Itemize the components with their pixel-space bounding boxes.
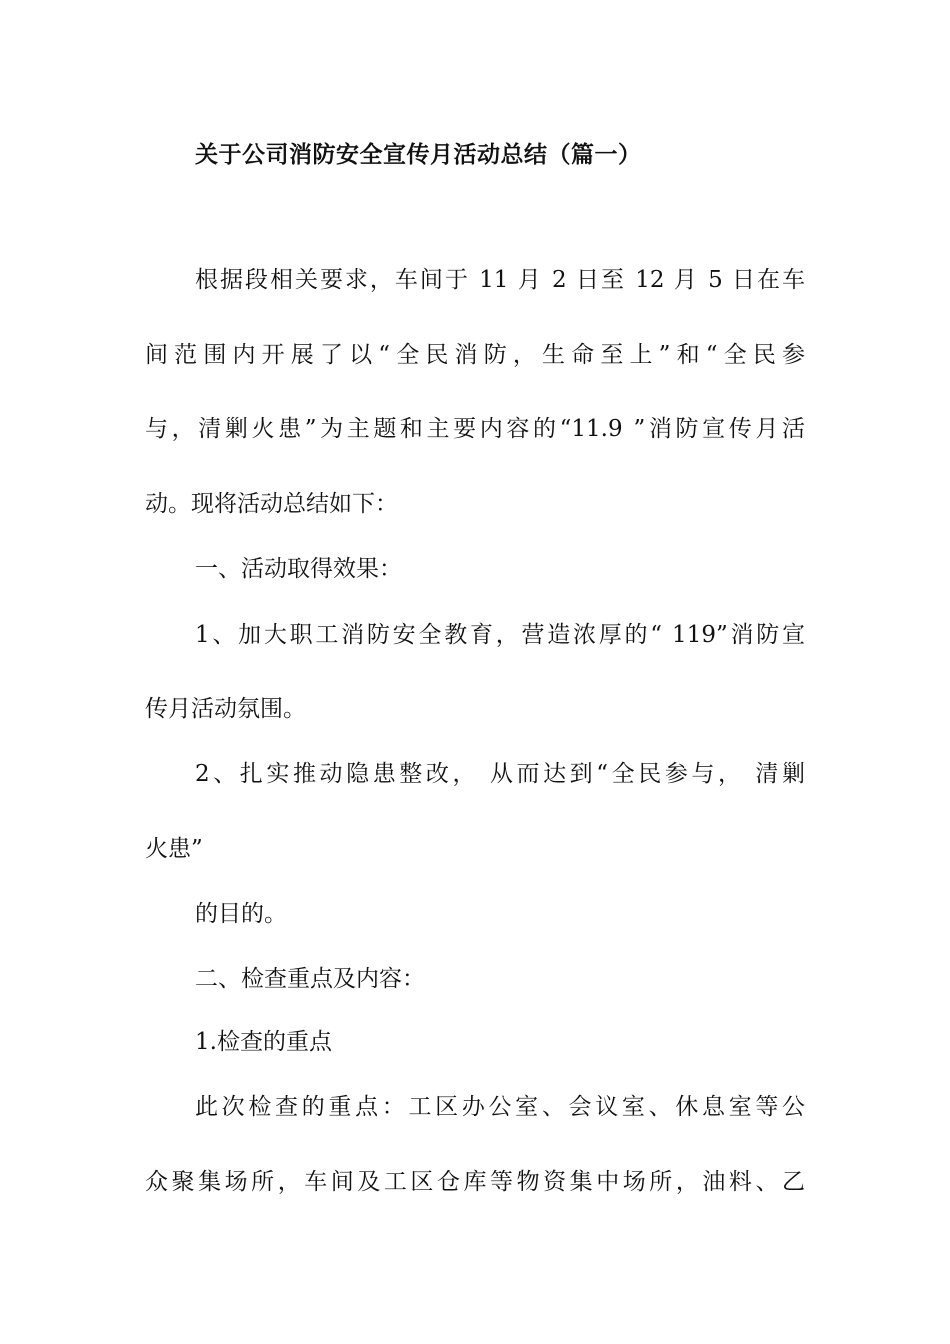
paragraph-line: 此次检查的重点：工区办公室、会议室、休息室等公 [195, 1094, 805, 1120]
paragraph-line: 的目的。 [195, 901, 287, 927]
paragraph-line: 1、加大职工消防安全教育，营造浓厚的“ 119”消防宣 [195, 622, 805, 648]
paragraph-line: 动。现将活动总结如下： [145, 491, 398, 517]
section-heading: 二、检查重点及内容： [195, 966, 425, 992]
paragraph-line: 间范围内开展了以“全民消防，生命至上”和“全民参 [145, 342, 805, 368]
document-title: 关于公司消防安全宣传月活动总结（篇一） [195, 142, 642, 168]
paragraph-line: 传月活动氛围。 [145, 696, 306, 722]
section-heading: 一、活动取得效果： [195, 556, 402, 582]
subsection-heading: 1.检查的重点 [195, 1029, 332, 1055]
paragraph-line: 与，清剿火患”为主题和主要内容的“11.9 ”消防宣传月活 [145, 416, 805, 442]
paragraph-line: 众聚集场所，车间及工区仓库等物资集中场所，油料、乙 [145, 1169, 805, 1195]
paragraph-line: 根据段相关要求，车间于 11 月 2 日至 12 月 5 日在车 [195, 267, 805, 293]
paragraph-line: 2、扎实推动隐患整改， 从而达到“全民参与， 清剿 [195, 761, 805, 787]
paragraph-line: 火患” [145, 836, 203, 862]
